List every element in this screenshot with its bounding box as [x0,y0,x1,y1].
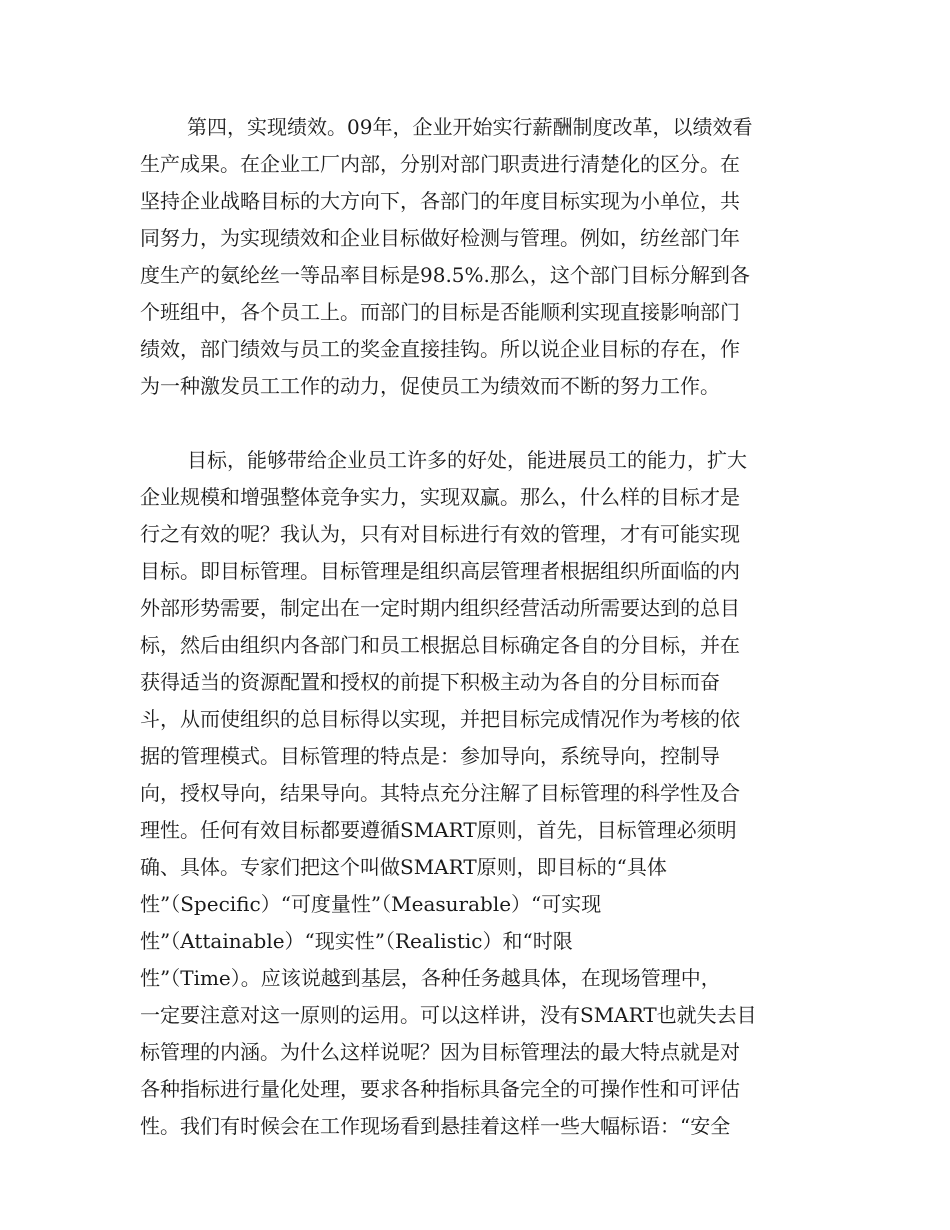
paragraph-performance [140,109,820,405]
paragraph-goal-management [140,442,820,1145]
text-line: 向，授权导向，结果导向。其特点充分注解了目标管理的科学性及合 [140,781,740,805]
text-line: 目标，能够带给企业员工许多的好处，能进展员工的能力，扩大 [187,448,747,472]
text-line: 性”（Time）。应该说越到基层，各种任务越具体，在现场管理中， [140,966,721,990]
text-line: 坚持企业战略目标的大方向下，各部门的年度目标实现为小单位，共 [140,189,740,213]
text-line: 性”（Attainable）“现实性”（Realistic）和“时限 [140,929,573,953]
text-line: 一定要注意对这一原则的运用。可以这样讲，没有SMART也就失去目 [140,1003,757,1027]
text-line: 确、具体。专家们把这个叫做SMART原则，即目标的“具体 [140,855,667,879]
text-line: 斗，从而使组织的总目标得以实现，并把目标完成情况作为考核的依 [140,707,740,731]
text-line: 绩效，部门绩效与员工的奖金直接挂钩。所以说企业目标的存在，作 [140,337,740,361]
text-line: 各种指标进行量化处理，要求各种指标具备完全的可操作性和可评估 [140,1077,740,1101]
text-line: 标管理的内涵。为什么这样说呢？因为目标管理法的最大特点就是对 [140,1040,740,1064]
text-line: 目标。即目标管理。目标管理是组织高层管理者根据组织所面临的内 [140,559,740,583]
text-line: 性”（Specific）“可度量性”（Measurable）“可实现 [140,892,602,916]
text-line: 理性。任何有效目标都要遵循SMART原则，首先，目标管理必须明 [140,818,737,842]
text-line: 行之有效的呢？我认为，只有对目标进行有效的管理，才有可能实现 [140,522,740,546]
text-line: 据的管理模式。目标管理的特点是：参加导向，系统导向，控制导 [140,744,720,768]
text-line: 企业规模和增强整体竞争实力，实现双赢。那么，什么样的目标才是 [140,485,740,509]
text-line: 生产成果。在企业工厂内部，分别对部门职责进行清楚化的区分。在 [140,152,740,176]
text-line: 标，然后由组织内各部门和员工根据总目标确定各自的分目标，并在 [140,633,740,657]
text-line: 第四，实现绩效。09年，企业开始实行薪酬制度改革，以绩效看 [187,115,753,139]
text-line: 同努力，为实现绩效和企业目标做好检测与管理。例如，纺丝部门年 [140,226,740,250]
text-line: 获得适当的资源配置和授权的前提下积极主动为各自的分目标而奋 [140,670,720,694]
text-line: 度生产的氨纶丝一等品率目标是98.5%.那么，这个部门目标分解到各 [140,263,750,287]
text-line: 外部形势需要，制定出在一定时期内组织经营活动所需要达到的总目 [140,596,740,620]
text-line: 为一种激发员工工作的动力，促使员工为绩效而不断的努力工作。 [140,374,720,398]
text-line: 性。我们有时候会在工作现场看到悬挂着这样一些大幅标语：“安全 [140,1114,731,1138]
text-line: 个班组中，各个员工上。而部门的目标是否能顺利实现直接影响部门 [140,300,740,324]
